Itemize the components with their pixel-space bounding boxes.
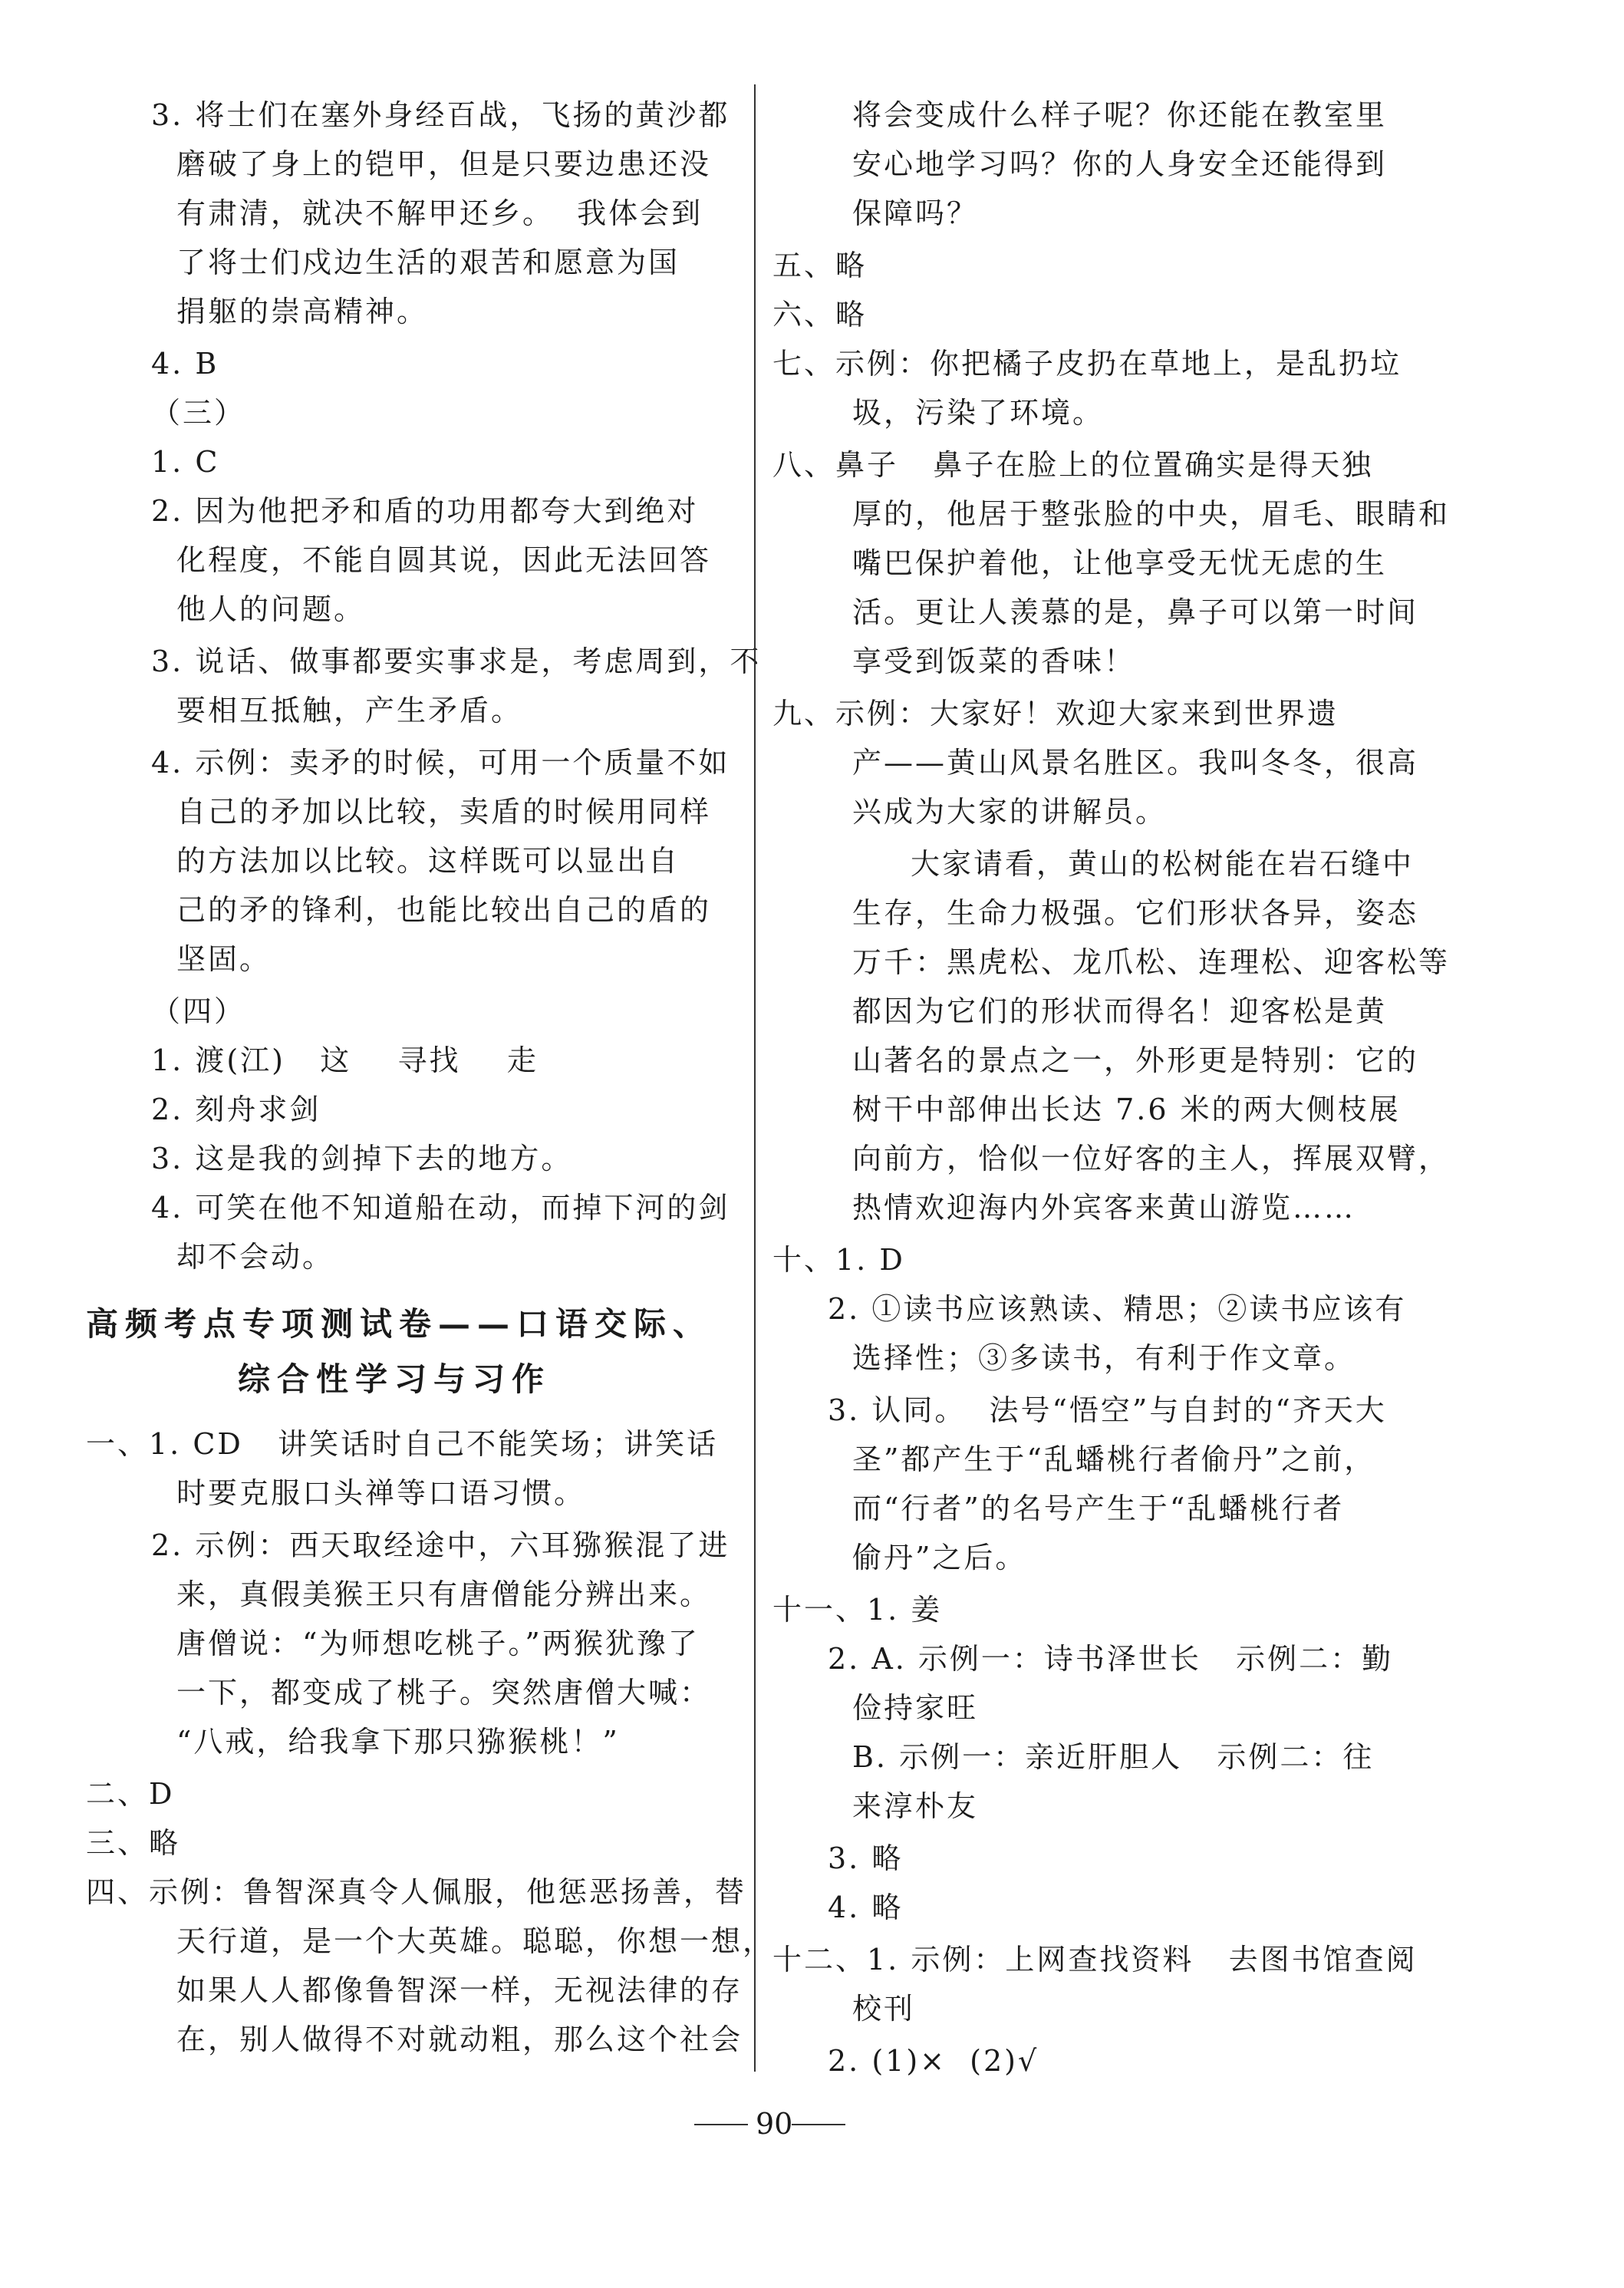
text-line: 树干中部伸出长达 7.6 米的两大侧枝展: [852, 1093, 1401, 1126]
page-footer: [0, 2101, 1624, 2147]
text-line: 坚固。: [176, 942, 272, 976]
text-line: 磨破了身上的铠甲，但是只要边患还没: [176, 147, 712, 181]
text-line: 如果人人都像鲁智深一样，无视法律的存: [176, 1973, 743, 2007]
text-line: 己的矛的锋利，也能比较出自己的盾的: [176, 893, 712, 927]
text-line: 八、鼻子 鼻子在脸上的位置确实是得天独: [772, 448, 1374, 482]
text-line: 2. 因为他把矛和盾的功用都夸大到绝对: [151, 494, 699, 528]
text-line: 十二、1. 示例：上网查找资料 去图书馆查阅: [772, 1943, 1418, 1976]
text-line: 4. 可笑在他不知道船在动，而掉下河的剑: [151, 1191, 730, 1225]
text-line: 圾，污染了环境。: [852, 396, 1105, 430]
text-line: 三、略: [86, 1826, 181, 1860]
text-line: 却不会动。: [176, 1240, 334, 1274]
text-line: 选择性；③多读书，有利于作文章。: [852, 1341, 1356, 1375]
footer-dash-right: [792, 2124, 845, 2125]
text-line: 3. 这是我的剑掉下去的地方。: [151, 1142, 573, 1175]
text-line: 化程度，不能自圆其说，因此无法回答: [176, 543, 712, 577]
text-line: 产——黄山风景名胜区。我叫冬冬，很高: [852, 746, 1419, 780]
text-line: 2. A. 示例一：诗书泽世长 示例二：勤: [828, 1642, 1394, 1676]
text-line: 的方法加以比较。这样既可以显出自: [176, 844, 680, 878]
text-line: 保障吗？: [852, 196, 979, 230]
text-line: 2. 刻舟求剑: [151, 1093, 321, 1126]
text-line: 山著名的景点之一，外形更是特别：它的: [852, 1043, 1419, 1077]
text-line: 嘴巴保护着他，让他享受无忧无虑的生: [852, 546, 1388, 580]
text-line: 六、略: [772, 298, 868, 331]
text-line: （四）: [151, 994, 246, 1028]
text-line: 向前方，恰似一位好客的主人，挥展双臂，: [852, 1142, 1451, 1175]
text-line: 二、D: [86, 1777, 175, 1811]
text-line: 而“行者”的名号产生于“乱蟠桃行者: [852, 1492, 1345, 1525]
text-line: 自己的矛加以比较，卖盾的时候用同样: [176, 795, 712, 829]
text-line: 活。更让人羡慕的是，鼻子可以第一时间: [852, 595, 1419, 629]
text-line: 四、示例：鲁智深真令人佩服，他惩恶扬善，替: [86, 1875, 747, 1909]
text-line: 4. B: [151, 347, 219, 381]
text-line: 热情欢迎海内外宾客来黄山游览……: [852, 1191, 1356, 1225]
text-line: 五、略: [772, 249, 868, 282]
text-line: 2. (1)× (2)√: [828, 2044, 1039, 2078]
section-title: 高频考点专项测试卷——口语交际、: [86, 1305, 713, 1343]
text-line: 十、1. D: [772, 1243, 905, 1277]
text-line: 4. 示例：卖矛的时候，可用一个质量不如: [151, 746, 730, 780]
text-line: 校刊: [852, 1992, 916, 2026]
text-line: 大家请看，黄山的松树能在岩石缝中: [911, 847, 1415, 881]
text-line: 捐躯的崇高精神。: [176, 295, 429, 328]
text-line: 兴成为大家的讲解员。: [852, 795, 1168, 829]
text-line: 3. 将士们在塞外身经百战，飞扬的黄沙都: [151, 98, 730, 132]
text-line: 安心地学习吗？你的人身安全还能得到: [852, 147, 1388, 181]
text-line: 1. C: [151, 445, 220, 479]
text-line: 来淳朴友: [852, 1789, 979, 1823]
section-title: 综合性学习与习作: [238, 1360, 552, 1398]
text-line: 偷丹”之后。: [852, 1541, 1027, 1574]
text-line: 生存，生命力极强。它们形状各异，姿态: [852, 896, 1419, 930]
text-line: 他人的问题。: [176, 592, 366, 626]
text-line: 享受到饭菜的香味！: [852, 645, 1136, 678]
text-line: B. 示例一：亲近肝胆人 示例二：往: [852, 1740, 1375, 1774]
text-line: 万千：黑虎松、龙爪松、连理松、迎客松等: [852, 945, 1451, 979]
text-line: 时要克服口头禅等口语习惯。: [176, 1476, 586, 1510]
text-line: 3. 认同。 法号“悟空”与自封的“齐天大: [828, 1393, 1387, 1427]
text-line: 厚的，他居于整张脸的中央，眉毛、眼睛和: [852, 497, 1451, 531]
text-line: 一、1. CD 讲笑话时自己不能笑场；讲笑话: [86, 1427, 719, 1461]
text-line: 2. 示例：西天取经途中，六耳猕猴混了进: [151, 1528, 730, 1562]
text-line: 一下，都变成了桃子。突然唐僧大喊：: [176, 1676, 712, 1709]
text-line: 唐僧说：“为师想吃桃子。”两猴犹豫了: [176, 1627, 700, 1660]
text-line: “八戒，给我拿下那只猕猴桃！”: [176, 1725, 620, 1759]
text-line: 有肃清，就决不解甲还乡。 我体会到: [176, 196, 703, 230]
text-line: 3. 说话、做事都要实事求是，考虑周到，不: [151, 645, 762, 678]
text-line: 圣”都产生于“乱蟠桃行者偷丹”之前，: [852, 1442, 1376, 1476]
text-line: 要相互抵触，产生矛盾。: [176, 694, 523, 727]
text-line: 在，别人做得不对就动粗，那么这个社会: [176, 2023, 743, 2056]
text-line: 1. 渡(江) 这 寻找 走: [151, 1043, 539, 1077]
text-line: 天行道，是一个大英雄。聪聪，你想一想，: [176, 1924, 775, 1958]
column-divider: [754, 84, 756, 2072]
footer-dash-left: [694, 2124, 748, 2125]
text-line: 来，真假美猴王只有唐僧能分辨出来。: [176, 1578, 712, 1611]
text-line: 都因为它们的形状而得名！迎客松是黄: [852, 994, 1388, 1028]
text-line: 2. ①读书应该熟读、精思；②读书应该有: [828, 1292, 1407, 1326]
text-line: 七、示例：你把橘子皮扔在草地上，是乱扔垃: [772, 347, 1402, 381]
text-line: （三）: [151, 396, 246, 430]
page-number: 90: [756, 2107, 793, 2141]
text-line: 了将士们戍边生活的艰苦和愿意为国: [176, 246, 680, 279]
text-line: 4. 略: [828, 1891, 904, 1924]
text-line: 十一、1. 姜: [772, 1593, 943, 1627]
text-line: 九、示例：大家好！欢迎大家来到世界遗: [772, 697, 1339, 730]
text-line: 3. 略: [828, 1841, 904, 1875]
text-line: 将会变成什么样子呢？你还能在教室里: [852, 98, 1388, 132]
text-line: 俭持家旺: [852, 1691, 979, 1725]
